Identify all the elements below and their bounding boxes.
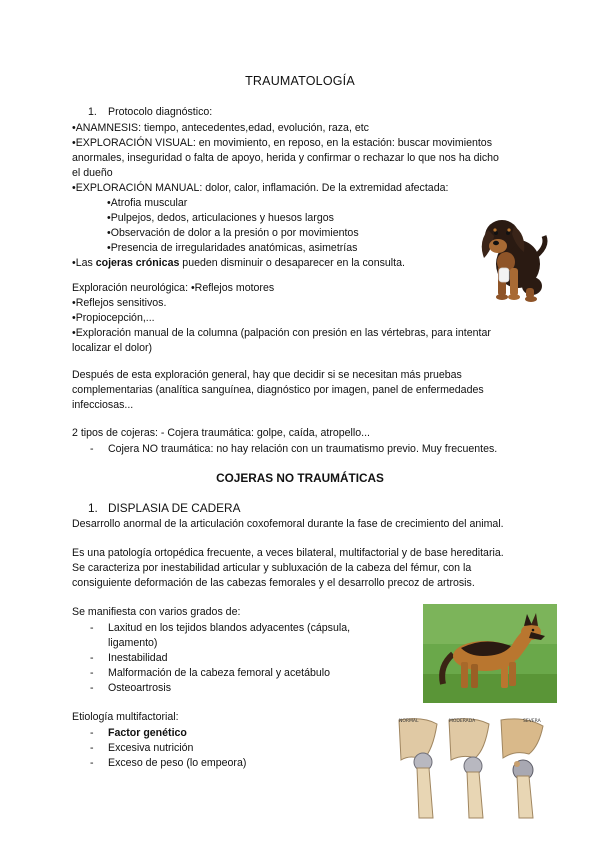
text-line: •Las cojeras crónicas pueden disminuir o desaparecer en la consulta. — [72, 257, 405, 269]
text-line: Es una patología ortopédica frecuente, a veces bilateral, multifactorial y de base hereditaria. — [72, 547, 504, 559]
text-line: el dueño — [72, 167, 113, 179]
section-heading: Protocolo diagnóstico: — [108, 106, 213, 118]
hip-dysplasia-illustration — [393, 714, 557, 822]
list-item — [108, 726, 187, 741]
text-line: infecciosas... — [72, 399, 134, 411]
section-heading: DISPLASIA DE CADERA — [108, 501, 241, 515]
text-line: 2 tipos de cojeras: - Cojera traumática: golpe, caída, atropello... — [72, 427, 370, 439]
list-item: •Atrofia muscular — [107, 197, 188, 209]
text-line: Se caracteriza por inestabilidad articular y subluxación de la cabeza del fémur, con la — [72, 562, 472, 574]
list-dash: - — [90, 742, 94, 754]
list-item: Cojera NO traumática: no hay relación con un traumatismo previo. Muy frecuentes. — [108, 443, 498, 455]
text-line: localizar el dolor) — [72, 342, 153, 354]
text-line: complementarias (analítica sanguínea, diagnóstico por imagen, panel de enfermedades — [72, 384, 484, 396]
bold-term: cojeras crónicas — [95, 257, 180, 269]
section-number: 1. — [88, 106, 97, 118]
list-item: Osteoartrosis — [108, 682, 171, 694]
xray-label: MODERADA — [449, 719, 476, 724]
list-item: Exceso de peso (lo empeora) — [108, 757, 247, 769]
text-line: •EXPLORACIÓN MANUAL: dolor, calor, inflamación. De la extremidad afectada: — [72, 182, 449, 194]
list-item: ligamento) — [108, 637, 158, 649]
text-line: anormales, inseguridad o falta de apoyo, herida y confirmar o rechazar lo que nos ha dicho — [72, 152, 499, 164]
text-line: Etiología multifactorial: — [72, 711, 179, 723]
list-item: Laxitud en los tejidos blandos adyacentes (cápsula, — [108, 622, 351, 634]
text-line: •Propiocepción,... — [72, 312, 155, 324]
text-line: consiguiente deformación de las cabezas femorales y el desarrollo precoz de artrosis. — [72, 577, 475, 589]
list-dash: - — [90, 652, 94, 664]
list-dash: - — [90, 727, 94, 739]
text-line: •EXPLORACIÓN VISUAL: en movimiento, en reposo, en la estación: buscar movimientos — [72, 137, 492, 149]
list-dash: - — [90, 622, 94, 634]
list-item: Excesiva nutrición — [108, 742, 194, 754]
list-dash: - — [90, 757, 94, 769]
text-line: Después de esta exploración general, hay que decidir si se necesitan más pruebas — [72, 369, 462, 381]
page-title: TRAUMATOLOGÍA — [245, 74, 355, 88]
xray-label: SEVERA — [523, 719, 541, 724]
section-title: COJERAS NO TRAUMÁTICAS — [216, 471, 384, 485]
puppy-image — [466, 206, 552, 304]
text-line: •ANAMNESIS: tiempo, antecedentes,edad, evolución, raza, etc — [72, 122, 369, 134]
text-line: Exploración neurológica: •Reflejos motores — [72, 282, 275, 294]
list-dash: - — [90, 667, 94, 679]
list-item: Inestabilidad — [108, 652, 168, 664]
list-item: Malformación de la cabeza femoral y acetábulo — [108, 667, 330, 679]
list-dash: - — [90, 443, 94, 455]
list-dash: - — [90, 682, 94, 694]
list-item: •Presencia de irregularidades anatómicas, asimetrías — [107, 242, 358, 254]
bold-term: Factor genético — [108, 727, 187, 739]
xray-label: NORMAL — [399, 719, 419, 724]
section-number: 1. — [88, 501, 98, 515]
list-item: •Observación de dolor a la presión o por movimientos — [107, 227, 359, 239]
text-line: Desarrollo anormal de la articulación coxofemoral durante la fase de crecimiento del animal. — [72, 518, 504, 530]
german-shepherd-image — [423, 604, 557, 703]
list-item: •Pulpejos, dedos, articulaciones y huesos largos — [107, 212, 334, 224]
text-line: •Exploración manual de la columna (palpación con presión en las vértebras, para intentar — [72, 327, 491, 339]
text-line: •Reflejos sensitivos. — [72, 297, 167, 309]
text-line: Se manifiesta con varios grados de: — [72, 606, 241, 618]
